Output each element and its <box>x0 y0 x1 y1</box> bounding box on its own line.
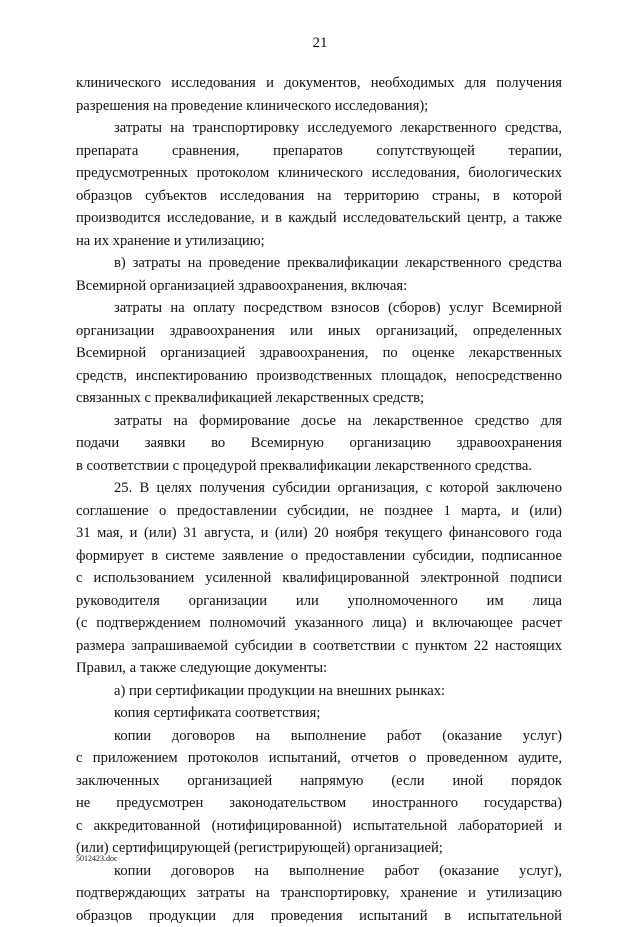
text-line: связанных с преквалификацией лекарственных средств; <box>76 387 562 410</box>
text-line: 31 мая, и (или) 31 августа, и (или) 20 ноября текущего финансового года <box>76 522 562 545</box>
text-line: образцов продукции для проведения испытаний в испытательной <box>76 905 562 927</box>
text-line: подтверждающих затраты на транспортировку, хранение и утилизацию <box>76 882 562 905</box>
text-line: руководителя организации или уполномоченного им лица <box>76 590 562 613</box>
text-line: средств, инспектированию производственных площадок, непосредственно <box>76 365 562 388</box>
text-line: препарата сравнения, препаратов сопутствующей терапии, <box>76 140 562 163</box>
text-line: копия сертификата соответствия; <box>76 702 562 725</box>
text-line: 25. В целях получения субсидии организация, с которой заключено <box>76 477 562 500</box>
text-line: с аккредитованной (нотифицированной) испытательной лабораторией и <box>76 815 562 838</box>
text-line: в) затраты на проведение преквалификации лекарственного средства <box>76 252 562 275</box>
text-line: затраты на формирование досье на лекарственное средство для <box>76 410 562 433</box>
page-number: 21 <box>0 35 640 52</box>
document-body <box>76 72 562 927</box>
text-line: (с подтверждением полномочий указанного лица) и включающее расчет <box>76 612 562 635</box>
text-line: затраты на транспортировку исследуемого лекарственного средства, <box>76 117 562 140</box>
text-line: копии договоров на выполнение работ (оказание услуг), <box>76 860 562 883</box>
text-line: размера запрашиваемой субсидии в соответствии с пунктом 22 настоящих <box>76 635 562 658</box>
text-line: с использованием усиленной квалифицированной электронной подписи <box>76 567 562 590</box>
text-line: Всемирной организацией здравоохранения, по оценке лекарственных <box>76 342 562 365</box>
text-line: Правил, а также следующие документы: <box>76 657 562 680</box>
text-line: предусмотренных протоколом клинического исследования, биологических <box>76 162 562 185</box>
text-line: разрешения на проведение клинического исследования); <box>76 95 562 118</box>
text-line: затраты на оплату посредством взносов (сборов) услуг Всемирной <box>76 297 562 320</box>
text-line: клинического исследования и документов, необходимых для получения <box>76 72 562 95</box>
text-line: с приложением протоколов испытаний, отчетов о проведенном аудите, <box>76 747 562 770</box>
text-line: Всемирной организацией здравоохранения, включая: <box>76 275 562 298</box>
text-line: на их хранение и утилизацию; <box>76 230 562 253</box>
footer-filename: 5012423.doc <box>76 854 118 863</box>
text-line: подачи заявки во Всемирную организацию здравоохранения <box>76 432 562 455</box>
text-line: формирует в системе заявление о предоставлении субсидии, подписанное <box>76 545 562 568</box>
text-line: образцов субъектов исследования на территорию страны, в которой <box>76 185 562 208</box>
text-line: соглашение о предоставлении субсидии, не позднее 1 марта, и (или) <box>76 500 562 523</box>
text-line: заключенных организацией напрямую (если иной порядок <box>76 770 562 793</box>
text-line: а) при сертификации продукции на внешних рынках: <box>76 680 562 703</box>
text-line: организации здравоохранения или иных организаций, определенных <box>76 320 562 343</box>
text-line: (или) сертифицирующей (регистрирующей) организацией; <box>76 837 562 860</box>
text-line: в соответствии с процедурой преквалификации лекарственного средства. <box>76 455 562 478</box>
text-line: не предусмотрен законодательством иностранного государства) <box>76 792 562 815</box>
text-line: производится исследование, и в каждый исследовательский центр, а также <box>76 207 562 230</box>
text-line: копии договоров на выполнение работ (оказание услуг) <box>76 725 562 748</box>
